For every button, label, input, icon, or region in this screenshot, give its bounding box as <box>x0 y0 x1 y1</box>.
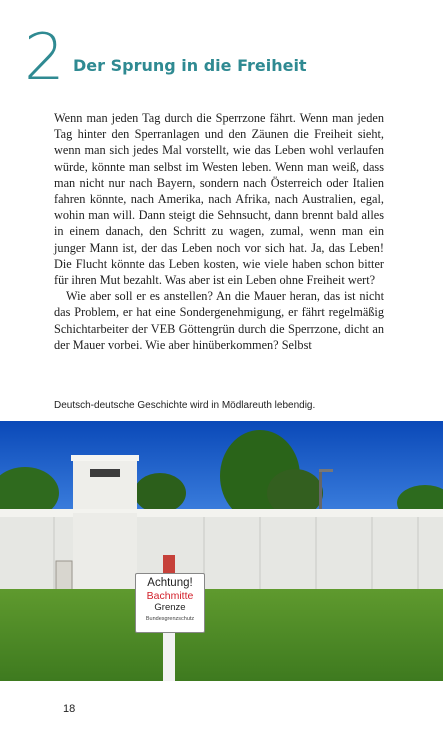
body-text <box>54 110 384 353</box>
chapter-number: 2 <box>24 21 65 95</box>
photo-scene <box>0 421 443 681</box>
watchtower <box>71 455 139 517</box>
warning-sign <box>135 573 205 633</box>
sign-line-2: Bachmitte <box>146 590 194 602</box>
paragraph-1: Wenn man jeden Tag durch die Sperrzone fährt. Wenn man jeden Tag hinter den Sperranlagen und den Zäunen die Freiheit sieht, wenn man sich jedes Mal vorstellt, wie das Leben wohl verlaufen würde, könnte man selbst im Westen leben. Wenn man weiß, dass man nicht nur nach Bayern, sondern nach Österreich oder Italien fahren könnte, nach Amerika, nach Afrika, nach Australien, egal, wohin man will. Dann steigt die Sehnsucht, dann brennt bald alles in einem danach, den Schritt zu wagen, zumal, wenn man ein junger Mann ist, der das Leben noch vor sich hat. Ja, das Leben! Die Flucht könnte das Leben kosten, wie viele haben schon bitter für ihren Mut bezahlt. Was aber ist ein Leben ohne Freiheit wert? <box>54 111 384 288</box>
sign-line-4: Bundesgrenzschutz <box>145 616 195 622</box>
page-number: 18 <box>63 703 76 715</box>
grass <box>0 589 443 681</box>
sign-line-1: Achtung! <box>147 577 193 589</box>
wall <box>0 509 443 593</box>
photo <box>0 421 443 681</box>
sign-line-3: Grenze <box>154 602 186 613</box>
chapter-title: Der Sprung in die Freiheit <box>73 56 307 75</box>
paragraph-2: Wie aber soll er es anstellen? An die Mauer heran, das ist nicht das Problem, er hat eine Sondergenehmigung, er fährt regelmäßig Schichtarbeiter der VEB Göttengrün durch die Sperrzone, dicht an der Mauer vorbei. Wie aber hinüberkommen? Selbst <box>54 289 384 352</box>
photo-caption: Deutsch-deutsche Geschichte wird in Mödlareuth lebendig. <box>54 400 316 411</box>
